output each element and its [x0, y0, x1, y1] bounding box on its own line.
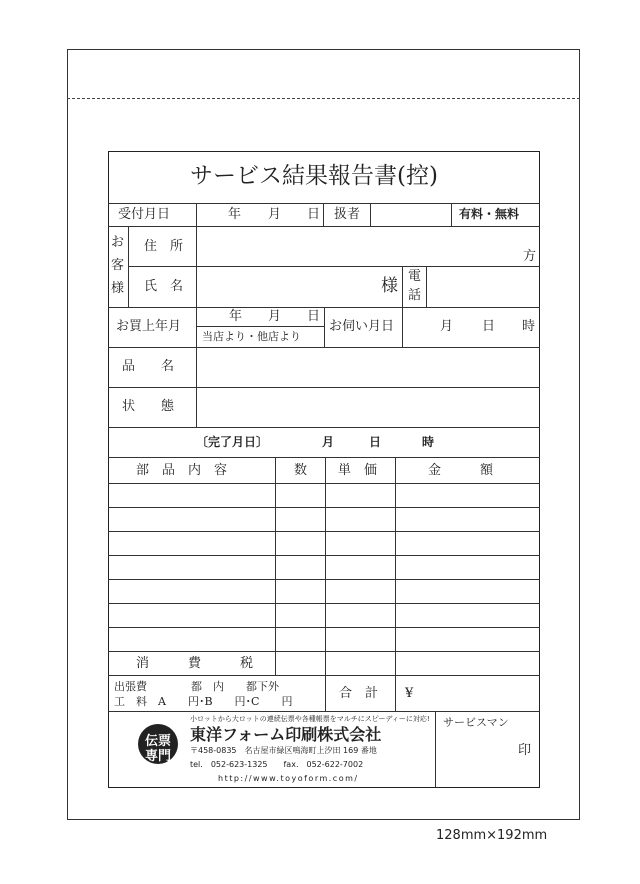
row-divider: [108, 555, 540, 556]
col-amount-header: 金 額: [428, 463, 494, 478]
col-divider: [451, 203, 452, 226]
visit-hour: 時: [522, 319, 536, 334]
purchase-label: お買上年月: [116, 319, 182, 334]
row-divider: [108, 387, 540, 388]
row-divider: [108, 226, 540, 227]
row-divider: [108, 203, 540, 204]
row-divider: [108, 627, 540, 628]
reception-month: 月: [268, 207, 282, 222]
logo-text-1: 伝票: [145, 734, 172, 749]
row-divider: [108, 603, 540, 604]
product-label: 品 名: [122, 359, 175, 374]
row-divider: [108, 711, 540, 712]
completion-label: 〔完了月日〕: [196, 435, 269, 449]
row-divider: [108, 675, 540, 676]
row-divider: [108, 651, 540, 652]
condition-label: 状 態: [122, 399, 175, 414]
service-man-label: サービスマン: [443, 716, 509, 729]
reception-day: 日: [307, 207, 321, 222]
col-content-header: 部 品 内 容: [136, 463, 228, 478]
col-qty-header: 数: [294, 463, 308, 478]
visit-month: 月: [440, 319, 454, 334]
tax-label: 消 費 税: [136, 656, 254, 671]
fees-line-2: 工 料 A 円･B 円･C 円: [114, 695, 293, 708]
col-divider: [324, 307, 325, 347]
seal-mark: 印: [518, 743, 532, 758]
form-title: サービス結果報告書(控): [190, 163, 438, 189]
row-divider: [128, 266, 540, 267]
row-divider: [108, 531, 540, 532]
row-divider: [108, 483, 540, 484]
fee-option: 有料・無料: [459, 207, 520, 221]
purchase-day: 日: [307, 309, 321, 324]
name-label: 氏 名: [144, 279, 184, 294]
customer-label-3: 様: [111, 281, 125, 296]
company-address: 〒458-0835 名古屋市緑区鳴海町上汐田 169 番地: [190, 746, 377, 755]
col-divider: [426, 266, 427, 307]
company-tagline: 小ロットから大ロットの連続伝票や各種帳票をマルチにスピーディーに対応!: [190, 715, 430, 723]
row-divider: [108, 579, 540, 580]
col-divider: [325, 457, 326, 711]
name-suffix: 様: [381, 276, 398, 296]
handler-label: 扱者: [334, 207, 361, 222]
completion-day: 日: [369, 435, 382, 449]
purchase-year: 年: [229, 309, 243, 324]
completion-hour: 時: [422, 435, 435, 449]
row-divider: [108, 347, 540, 348]
total-label: 合 計: [339, 686, 379, 701]
row-divider: [108, 507, 540, 508]
company-contact: tel. 052-623-1325 fax. 052-622-7002: [190, 760, 364, 769]
visit-day: 日: [482, 319, 496, 334]
purchase-month: 月: [268, 309, 282, 324]
address-label: 住 所: [144, 239, 184, 254]
company-name: 東洋フォーム印刷株式会社: [190, 725, 382, 744]
col-divider: [402, 266, 403, 347]
row-divider: [108, 427, 540, 428]
completion-month: 月: [322, 435, 335, 449]
col-divider: [275, 457, 276, 675]
reception-label: 受付月日: [118, 207, 171, 222]
col-divider: [370, 203, 371, 226]
row-divider: [108, 457, 540, 458]
col-divider: [395, 457, 396, 711]
col-divider: [196, 203, 197, 427]
perforation-line: [67, 98, 580, 99]
yen-sign: ¥: [405, 686, 414, 701]
company-url: http://www.toyoform.com/: [218, 774, 359, 783]
customer-label-2: 客: [111, 258, 125, 273]
shop-option: 当店より・他店より: [202, 330, 301, 343]
company-logo-icon: [138, 724, 178, 764]
col-price-header: 単 価: [338, 463, 378, 478]
address-suffix: 方: [523, 249, 537, 264]
col-divider: [128, 226, 129, 307]
visit-label: お伺い月日: [329, 319, 395, 334]
phone-label-2: 話: [408, 288, 422, 303]
cell-divider: [196, 326, 324, 327]
phone-label-1: 電: [408, 269, 422, 284]
col-divider: [323, 203, 324, 226]
reception-year: 年: [228, 207, 242, 222]
col-divider: [435, 711, 436, 787]
fees-line-1: 出張費 都 内 都下外: [114, 680, 279, 693]
customer-label-1: お: [111, 235, 125, 250]
logo-text-2: 専門: [145, 749, 172, 764]
size-note: 128mm×192mm: [436, 828, 548, 843]
